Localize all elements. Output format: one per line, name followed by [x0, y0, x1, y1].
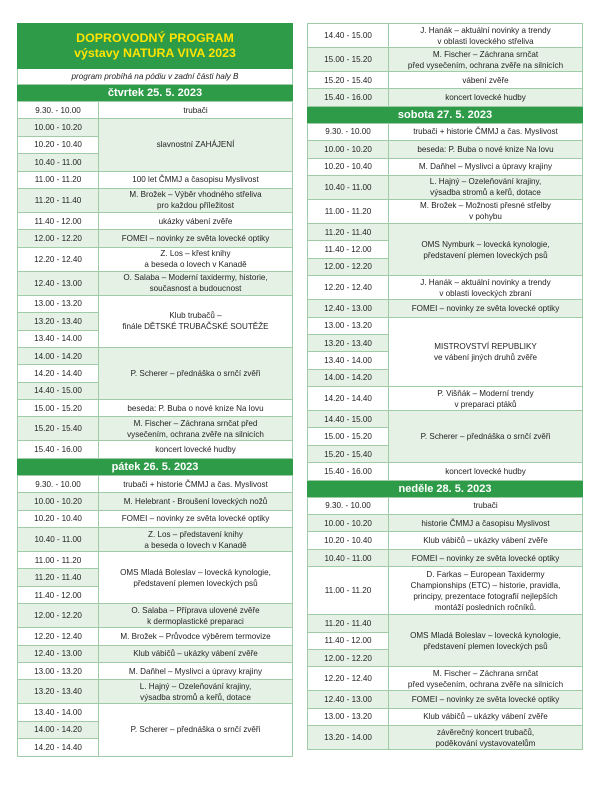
day-header: pátek 26. 5. 2023: [17, 459, 293, 475]
time-slot: 14.00 - 14.20: [18, 721, 99, 738]
time-slot: 14.00 - 14.20: [308, 369, 389, 386]
table-row: [18, 119, 293, 136]
program-item-line: ukázky vábení zvěře: [158, 216, 233, 226]
table-row: [308, 89, 583, 106]
table-row: [308, 463, 583, 480]
time-slot: 13.40 - 14.00: [308, 352, 389, 369]
program-item-line: J. Hanák – aktuální novinky a trendy: [420, 25, 551, 35]
program-item: [99, 493, 293, 510]
table-row: [308, 515, 583, 532]
program-item: [389, 691, 583, 708]
table-row: [18, 441, 293, 458]
time-slot: 13.00 - 13.20: [18, 295, 99, 312]
program-item: [99, 188, 293, 212]
program-item: [99, 645, 293, 662]
program-item-line: Z. Los – křest knihy: [160, 249, 231, 259]
time-slot: 15.00 - 15.20: [308, 48, 389, 72]
program-item: [389, 141, 583, 158]
time-slot: 10.40 - 11.00: [308, 549, 389, 566]
program-item-line: pro každou příležitost: [157, 201, 234, 211]
program-item: [99, 475, 293, 492]
table-row: [18, 400, 293, 417]
schedule-table: [307, 497, 583, 751]
time-slot: 15.20 - 15.40: [308, 445, 389, 462]
program-item-line: M. Brožek – Možnosti přesné střelby: [420, 201, 551, 211]
program-item: [389, 567, 583, 615]
time-slot: 15.40 - 16.00: [308, 463, 389, 480]
program-item-line: koncert lovecké hudby: [445, 466, 526, 476]
program-item-line: montáží posledních ročníků.: [434, 602, 537, 612]
time-slot: 10.20 - 10.40: [308, 158, 389, 175]
program-item: [389, 24, 583, 48]
table-row: [18, 552, 293, 569]
table-row: [18, 628, 293, 645]
program-item: [99, 119, 293, 171]
day-friday-continued: [307, 23, 583, 107]
table-row: [18, 645, 293, 662]
table-row: [308, 615, 583, 632]
table-row: [18, 604, 293, 628]
program-item-line: FOMEI – novinky ze světa lovecké optiky: [411, 303, 560, 313]
table-row: [18, 704, 293, 721]
program-item: [389, 726, 583, 750]
program-item-line: OMS Mladá Boleslav – lovecká kynologie,: [120, 567, 271, 577]
program-item-line: M. Brožek – Průvodce výběrem termovize: [120, 631, 271, 641]
program-item-line: L. Hajný – Ozeleňování krajiny,: [139, 681, 252, 691]
schedule-table: [307, 123, 583, 481]
program-item: [99, 212, 293, 229]
program-item-line: M. Brožek – Výběr vhodného střeliva: [129, 190, 262, 200]
table-row: [18, 662, 293, 679]
time-slot: 12.20 - 12.40: [308, 276, 389, 300]
table-row: [308, 223, 583, 240]
time-slot: 12.40 - 13.00: [18, 271, 99, 295]
day-header: neděle 28. 5. 2023: [307, 481, 583, 497]
program-item: [99, 528, 293, 552]
table-row: [308, 276, 583, 300]
program-item-line: M. Fischer – Záchrana srnčat: [432, 668, 539, 678]
program-item: [99, 441, 293, 458]
time-slot: 11.40 - 12.00: [308, 241, 389, 258]
table-row: [18, 510, 293, 527]
time-slot: 15.40 - 16.00: [308, 89, 389, 106]
table-row: [308, 158, 583, 175]
program-item: [389, 48, 583, 72]
program-item-line: představení plemen loveckých psů: [133, 578, 258, 588]
time-slot: 15.00 - 15.20: [308, 428, 389, 445]
program-title: DOPROVODNÝ PROGRAM: [76, 31, 234, 45]
table-row: [308, 123, 583, 140]
table-row: [308, 141, 583, 158]
program-item-line: před vysečením, ochrana zvěře na silnicích: [407, 60, 564, 70]
time-slot: 14.00 - 14.20: [18, 347, 99, 364]
program-item-line: L. Hajný – Ozeleňování krajiny,: [429, 177, 542, 187]
program-item: [99, 604, 293, 628]
time-slot: 10.40 - 11.00: [308, 175, 389, 199]
program-note: program probíhá na pódiu v zadní části haly B: [17, 69, 293, 85]
time-slot: 12.40 - 13.00: [308, 691, 389, 708]
program-item: [99, 662, 293, 679]
program-item: [389, 199, 583, 223]
day-saturday: [307, 107, 583, 481]
program-item-line: představení plemen loveckých psů: [423, 641, 548, 651]
program-item-line: M. Fischer – Záchrana srnčat: [432, 49, 539, 59]
time-slot: 11.00 - 11.20: [18, 171, 99, 188]
program-item: [389, 708, 583, 725]
program-item-line: principy, prezentace fotografií nejlepších: [413, 591, 558, 601]
time-slot: 11.40 - 12.00: [18, 586, 99, 603]
program-item: [99, 704, 293, 756]
schedule-table: [17, 101, 293, 459]
time-slot: 12.40 - 13.00: [18, 645, 99, 662]
time-slot: 12.20 - 12.40: [18, 247, 99, 271]
time-slot: 11.40 - 12.00: [18, 212, 99, 229]
time-slot: 14.20 - 14.40: [308, 387, 389, 411]
program-item-line: 100 let ČMMJ a časopisu Myslivost: [132, 175, 259, 185]
program-item: [389, 463, 583, 480]
table-row: [18, 475, 293, 492]
program-item-line: Z. Los – představení knihy: [148, 529, 243, 539]
table-row: [308, 387, 583, 411]
program-item-line: závěrečný koncert trubačů,: [436, 727, 535, 737]
program-item: [99, 552, 293, 604]
program-item-line: vábení zvěře: [462, 75, 509, 85]
program-item: [389, 72, 583, 89]
time-slot: 12.00 - 12.20: [18, 230, 99, 247]
time-slot: 9.30. - 10.00: [308, 123, 389, 140]
time-slot: 14.40 - 15.00: [308, 411, 389, 428]
time-slot: 13.40 - 14.00: [18, 330, 99, 347]
program-item-line: Klub vábičů – ukázky vábení zvěře: [423, 536, 548, 546]
program-item-line: koncert lovecké hudby: [445, 93, 526, 103]
program-item-line: trubači: [183, 105, 208, 115]
time-slot: 11.20 - 11.40: [308, 615, 389, 632]
program-item: [389, 549, 583, 566]
time-slot: 13.00 - 13.20: [308, 708, 389, 725]
time-slot: 13.00 - 13.20: [308, 317, 389, 334]
time-slot: 13.20 - 14.00: [308, 726, 389, 750]
program-item: [99, 347, 293, 399]
time-slot: 14.20 - 14.40: [18, 739, 99, 756]
table-row: [308, 497, 583, 514]
program-item-line: M. Fischer – Záchrana srnčat před: [133, 418, 258, 428]
program-item-line: v oblasti loveckých zbraní: [439, 288, 532, 298]
day-sunday: [307, 481, 583, 751]
program-item: [389, 175, 583, 199]
program-item-line: P. Višňák – Moderní trendy: [437, 388, 534, 398]
time-slot: 10.00 - 10.20: [18, 119, 99, 136]
program-item-line: Klub trubačů –: [169, 311, 222, 321]
time-slot: 11.00 - 11.20: [308, 199, 389, 223]
program-item-line: M. Helebrant - Broušení loveckých nožů: [123, 496, 268, 506]
program-header: [17, 23, 293, 69]
time-slot: 15.00 - 15.20: [18, 400, 99, 417]
program-item-line: P. Scherer – přednáška o srnčí zvěři: [130, 725, 261, 735]
table-row: [308, 199, 583, 223]
program-item-line: Klub vábičů – ukázky vábení zvěře: [133, 649, 258, 659]
time-slot: 14.20 - 14.40: [18, 365, 99, 382]
program-item-line: FOMEI – novinky ze světa lovecké optiky: [121, 514, 270, 524]
program-subtitle: výstavy NATURA VIVA 2023: [74, 46, 236, 60]
time-slot: 13.00 - 13.20: [18, 662, 99, 679]
table-row: [18, 188, 293, 212]
time-slot: 11.20 - 11.40: [308, 223, 389, 240]
program-item-line: v preparaci ptáků: [454, 399, 517, 409]
program-item: [99, 230, 293, 247]
table-row: [18, 528, 293, 552]
program-item-line: O. Salaba – Moderní taxidermy, historie,: [123, 273, 268, 283]
time-slot: 10.20 - 10.40: [18, 510, 99, 527]
time-slot: 12.00 - 12.20: [18, 604, 99, 628]
day-header: čtvrtek 25. 5. 2023: [17, 85, 293, 101]
program-item-line: trubači + historie ČMMJ a čas. Myslivost: [413, 127, 558, 137]
program-item-line: slavnostní ZAHÁJENÍ: [156, 140, 235, 150]
program-item-line: O. Salaba – Příprava ulovené zvěře: [131, 605, 260, 615]
program-item-line: v oblasti loveckého střeliva: [437, 36, 534, 46]
table-row: [308, 667, 583, 691]
program-item: [99, 680, 293, 704]
time-slot: 10.00 - 10.20: [18, 493, 99, 510]
program-item: [99, 628, 293, 645]
day-header: sobota 27. 5. 2023: [307, 107, 583, 123]
table-row: [308, 175, 583, 199]
time-slot: 13.20 - 13.40: [18, 680, 99, 704]
table-row: [308, 24, 583, 48]
program-item: [99, 247, 293, 271]
program-item: [389, 223, 583, 275]
day-friday: [17, 459, 293, 757]
program-item-line: OMS Nymburk – lovecká kynologie,: [421, 239, 550, 249]
program-item: [389, 158, 583, 175]
time-slot: 14.40 - 15.00: [18, 382, 99, 399]
program-item-line: představení plemen loveckých psů: [423, 250, 548, 260]
program-item: [99, 400, 293, 417]
program-item-line: k dermoplastické preparaci: [147, 616, 244, 626]
time-slot: 10.20 - 10.40: [308, 532, 389, 549]
program-item: [389, 411, 583, 463]
program-item-line: koncert lovecké hudby: [155, 445, 236, 455]
table-row: [18, 212, 293, 229]
schedule-column-right: [307, 23, 583, 750]
program-item-line: trubači + historie ČMMJ a čas. Myslivost: [123, 479, 268, 489]
program-item-line: před vysečením, ochrana zvěře na silnicích: [407, 679, 564, 689]
program-item: [389, 497, 583, 514]
schedule-table: [17, 475, 293, 757]
table-row: [18, 295, 293, 312]
program-item: [99, 271, 293, 295]
time-slot: 12.20 - 12.40: [18, 628, 99, 645]
time-slot: 15.20 - 15.40: [18, 417, 99, 441]
program-item-line: Championships (ETC) – historie, pravidla,: [410, 580, 561, 590]
program-item-line: FOMEI – novinky ze světa lovecké optiky: [411, 695, 560, 705]
program-item: [389, 300, 583, 317]
table-row: [308, 411, 583, 428]
program-item-line: P. Scherer – přednáška o srnčí zvěři: [130, 368, 261, 378]
time-slot: 14.40 - 15.00: [308, 24, 389, 48]
time-slot: 10.40 - 11.00: [18, 528, 99, 552]
program-item-line: ve vábení jiných druhů zvěře: [433, 352, 538, 362]
program-item: [389, 123, 583, 140]
program-item-line: trubači: [473, 501, 498, 511]
program-item: [99, 295, 293, 347]
program-item-line: a beseda o lovech v Kanadě: [144, 260, 247, 270]
day-thursday: [17, 85, 293, 459]
time-slot: 15.40 - 16.00: [18, 441, 99, 458]
time-slot: 11.00 - 11.20: [308, 567, 389, 615]
program-item-line: M. Daňhel – Myslivci a úpravy krajiny: [418, 162, 553, 172]
schedule-table: [307, 23, 583, 107]
program-item: [389, 532, 583, 549]
program-item: [389, 89, 583, 106]
program-item-line: a beseda o lovech v Kanadě: [144, 540, 247, 550]
program-item-line: Klub vábičů – ukázky vábení zvěře: [423, 712, 548, 722]
program-item-line: FOMEI – novinky ze světa lovecké optiky: [411, 553, 560, 563]
program-item-line: poděkování vystavovatelům: [435, 738, 536, 748]
time-slot: 12.00 - 12.20: [308, 649, 389, 666]
time-slot: 13.40 - 14.00: [18, 704, 99, 721]
time-slot: 10.40 - 11.00: [18, 154, 99, 171]
table-row: [308, 726, 583, 750]
program-item: [389, 667, 583, 691]
program-item-line: historie ČMMJ a časopisu Myslivost: [421, 518, 550, 528]
program-item: [389, 276, 583, 300]
program-item-line: OMS Mladá Boleslav – lovecká kynologie,: [410, 630, 561, 640]
time-slot: 9.30. - 10.00: [308, 497, 389, 514]
table-row: [308, 72, 583, 89]
time-slot: 10.20 - 10.40: [18, 136, 99, 153]
program-item: [389, 387, 583, 411]
program-item: [99, 417, 293, 441]
table-row: [18, 347, 293, 364]
table-row: [308, 300, 583, 317]
time-slot: 13.20 - 13.40: [308, 334, 389, 351]
program-item-line: beseda: P. Buba o nové knize Na lovu: [127, 403, 264, 413]
program-item: [99, 171, 293, 188]
table-row: [18, 230, 293, 247]
time-slot: 12.40 - 13.00: [308, 300, 389, 317]
time-slot: 13.20 - 13.40: [18, 313, 99, 330]
table-row: [308, 317, 583, 334]
program-item-line: FOMEI – novinky ze světa lovecké optiky: [121, 234, 270, 244]
program-item-line: P. Scherer – přednáška o srnčí zvěři: [420, 432, 551, 442]
time-slot: 15.20 - 15.40: [308, 72, 389, 89]
table-row: [308, 48, 583, 72]
program-item: [389, 515, 583, 532]
time-slot: 10.00 - 10.20: [308, 141, 389, 158]
schedule-column-left: [17, 23, 293, 757]
table-row: [308, 532, 583, 549]
time-slot: 12.20 - 12.40: [308, 667, 389, 691]
table-row: [308, 708, 583, 725]
program-item-line: M. Daňhel – Myslivci a úpravy krajiny: [128, 666, 263, 676]
program-item-line: J. Hanák – aktuální novinky a trendy: [420, 277, 551, 287]
table-row: [308, 567, 583, 615]
program-item-line: v pohybu: [469, 212, 502, 222]
program-item-line: D. Farkas – European Taxidermy: [426, 569, 545, 579]
program-item: [389, 317, 583, 387]
time-slot: 9.30. - 10.00: [18, 102, 99, 119]
program-item: [389, 615, 583, 667]
time-slot: 11.40 - 12.00: [308, 632, 389, 649]
program-item-line: výsadba stromů a keřů, dotace: [140, 692, 251, 702]
table-row: [308, 549, 583, 566]
time-slot: 12.00 - 12.20: [308, 258, 389, 275]
program-item: [99, 102, 293, 119]
program-item: [99, 510, 293, 527]
table-row: [18, 493, 293, 510]
time-slot: 11.20 - 11.40: [18, 188, 99, 212]
program-item-line: výsadba stromů a keřů, dotace: [430, 188, 541, 198]
time-slot: 10.00 - 10.20: [308, 515, 389, 532]
program-item-line: vysečením, ochrana zvěře na silnicích: [127, 429, 264, 439]
program-item-line: současnost a budoucnost: [149, 284, 242, 294]
program-item-line: beseda: P. Buba o nové knize Na lovu: [417, 144, 554, 154]
program-item-line: finále DĚTSKÉ TRUBAČSKÉ SOUTĚŽE: [122, 322, 269, 332]
time-slot: 11.20 - 11.40: [18, 569, 99, 586]
program-item-line: MISTROVSTVÍ REPUBLIKY: [434, 341, 537, 351]
table-row: [18, 680, 293, 704]
time-slot: 9.30. - 10.00: [18, 475, 99, 492]
time-slot: 11.00 - 11.20: [18, 552, 99, 569]
table-row: [308, 691, 583, 708]
table-row: [18, 247, 293, 271]
table-row: [18, 171, 293, 188]
table-row: [18, 417, 293, 441]
table-row: [18, 102, 293, 119]
table-row: [18, 271, 293, 295]
